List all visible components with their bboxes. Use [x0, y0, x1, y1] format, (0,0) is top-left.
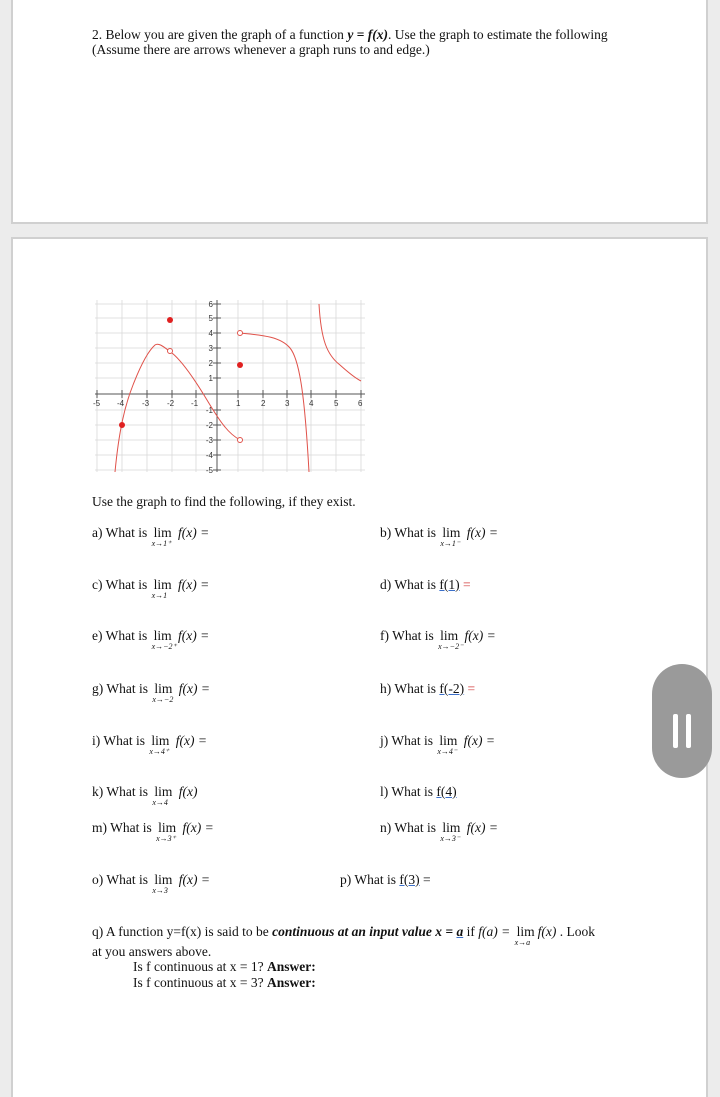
limit-notation [152, 872, 173, 895]
y-tick-label: 1 [208, 374, 213, 383]
answer-label: Answer: [266, 959, 316, 974]
y-tick-label: 2 [208, 359, 213, 368]
answer-label: Answer: [266, 975, 316, 990]
question-n [380, 820, 498, 843]
y-tick-label: -3 [205, 436, 213, 445]
y-tick-label: 3 [208, 344, 213, 353]
question-m-expr: f(x) = [182, 820, 214, 835]
x-tick-label: 1 [236, 399, 241, 408]
limit-subscript: x→3 [152, 886, 168, 895]
question-d [380, 577, 471, 592]
question-e [92, 628, 210, 651]
y-tick-label: -4 [205, 451, 213, 460]
question-o-label: o) What is [92, 872, 148, 887]
question-b-label: b) What is [380, 525, 436, 540]
x-tick-labels [93, 399, 363, 408]
limit-notation [152, 784, 173, 807]
question-g-expr: f(x) = [178, 681, 210, 696]
limit-notation [440, 820, 461, 843]
question-i-label: i) What is [92, 733, 145, 748]
limit-notation [156, 820, 177, 843]
question-j-label: j) What is [380, 733, 433, 748]
lim-word: lim [442, 820, 461, 835]
question-g-label: g) What is [92, 681, 148, 696]
limit-notation [151, 525, 172, 548]
intro-line-1-prefix: 2. Below you are given the graph of a function [92, 27, 348, 42]
x-tick-label: 2 [261, 399, 266, 408]
question-f-expr: f(x) = [464, 628, 496, 643]
question-l-label: l) What is [380, 784, 433, 799]
handle-grip-bar [673, 714, 678, 748]
lim-word: lim [440, 628, 459, 643]
lim-word: lim [153, 628, 172, 643]
y-tick-labels [206, 300, 214, 475]
x-tick-label: 5 [334, 399, 339, 408]
lim-word: lim [154, 872, 173, 887]
limit-notation [149, 733, 170, 756]
axes [95, 300, 365, 472]
question-m-label: m) What is [92, 820, 152, 835]
question-c-label: c) What is [92, 577, 148, 592]
limit-subscript: x→1⁻ [440, 539, 461, 548]
continuity-check-2 [133, 975, 316, 990]
question-h-label: h) What is [380, 681, 436, 696]
x-tick-label: -4 [117, 399, 125, 408]
question-h-value: f(-2) [439, 681, 465, 696]
question-b [380, 525, 498, 548]
grid [95, 300, 365, 472]
question-p-value: f(3) [399, 872, 420, 887]
y-tick-label: 5 [208, 314, 213, 323]
question-j [380, 733, 495, 756]
intro-line-2: (Assume there are arrows whenever a graph runs to and edge.) [92, 42, 430, 57]
continuity-check-1-text: Is f continuous at x = 1? [133, 959, 267, 974]
question-n-label: n) What is [380, 820, 436, 835]
question-k-label: k) What is [92, 784, 148, 799]
question-f [380, 628, 496, 651]
y-tick-label: 4 [208, 329, 213, 338]
intro-line-1-suffix: . Use the graph to estimate the following [387, 27, 608, 42]
limit-subscript: x→1⁺ [151, 539, 172, 548]
question-d-value: f(1) [439, 577, 460, 592]
x-tick-label: 6 [358, 399, 363, 408]
y-tick-label: -5 [205, 466, 213, 475]
limit-notation [151, 577, 172, 600]
filled-points [119, 317, 243, 428]
question-p [340, 872, 431, 887]
question-q-definition: continuous at an input value x = [272, 924, 457, 939]
limit-subscript: x→3⁺ [156, 834, 176, 843]
lim-word: lim [158, 820, 177, 835]
question-l [380, 784, 457, 799]
limit-subscript: x→4⁺ [149, 747, 170, 756]
question-i [92, 733, 207, 756]
question-g [92, 681, 210, 704]
limit-subscript: x→4 [152, 798, 168, 807]
y-tick-label: 6 [208, 300, 213, 309]
question-p-equals: = [423, 872, 431, 887]
filled-point [167, 317, 173, 323]
question-f-label: f) What is [380, 628, 434, 643]
question-q-fa: f(a) = [478, 924, 514, 939]
question-c [92, 577, 210, 600]
y-tick-label: -1 [205, 406, 213, 415]
filled-point [119, 422, 125, 428]
lim-word: lim [154, 784, 173, 799]
lim-word: lim [153, 577, 172, 592]
limit-notation [437, 733, 458, 756]
function-graph [93, 300, 365, 475]
question-m [92, 820, 214, 843]
continuity-check-1 [133, 959, 316, 974]
lim-word: lim [151, 733, 170, 748]
question-q-line-2: at you answers above. [92, 944, 212, 959]
question-a-label: a) What is [92, 525, 148, 540]
question-p-label: p) What is [340, 872, 396, 887]
x-tick-label: -3 [142, 399, 150, 408]
filled-point [237, 362, 243, 368]
question-k-expr: f(x) [178, 784, 198, 799]
limit-notation [438, 628, 464, 651]
question-q-suffix: . Look [556, 924, 595, 939]
question-q-mid: if [463, 924, 479, 939]
x-tick-label: 4 [309, 399, 314, 408]
limit-subscript: x→−2⁺ [151, 642, 177, 651]
question-o [92, 872, 210, 895]
question-q-prefix: q) A function y=f(x) is said to be [92, 924, 273, 939]
question-l-value: f(4) [436, 784, 457, 799]
x-tick-label: -5 [93, 399, 101, 408]
question-q-a-var: a [456, 924, 464, 939]
question-a-expr: f(x) = [178, 525, 210, 540]
handle-grip-bar [686, 714, 691, 748]
lim-word: lim [439, 733, 458, 748]
open-point [168, 349, 173, 354]
question-q-fx: f(x) [537, 924, 557, 939]
lim-word: lim [153, 525, 172, 540]
question-n-expr: f(x) = [466, 820, 498, 835]
question-q-line-1 [92, 924, 595, 947]
limit-subscript: x→a [514, 938, 531, 947]
continuity-check-2-text: Is f continuous at x = 3? [133, 975, 267, 990]
open-point [238, 438, 243, 443]
scroll-handle[interactable] [652, 664, 712, 778]
x-tick-label: -2 [167, 399, 175, 408]
question-c-expr: f(x) = [178, 577, 210, 592]
lim-word: lim [154, 681, 173, 696]
y-tick-label: -2 [205, 421, 213, 430]
instruction-text: Use the graph to find the following, if they exist. [92, 494, 356, 509]
limit-notation [152, 681, 174, 704]
function-notation: y = f(x) [347, 27, 388, 42]
lim-word: lim [442, 525, 461, 540]
question-h-equals: = [467, 681, 476, 696]
limit-notation [514, 924, 535, 947]
question-d-label: d) What is [380, 577, 436, 592]
x-tick-label: 3 [285, 399, 290, 408]
limit-subscript: x→3⁻ [440, 834, 461, 843]
question-a [92, 525, 210, 548]
question-j-expr: f(x) = [463, 733, 495, 748]
open-point [238, 331, 243, 336]
question-e-label: e) What is [92, 628, 148, 643]
intro-line-1 [92, 27, 608, 42]
x-tick-label: -1 [191, 399, 199, 408]
limit-notation [151, 628, 177, 651]
limit-subscript: x→−2⁻ [438, 642, 464, 651]
question-b-expr: f(x) = [466, 525, 498, 540]
limit-subscript: x→1 [151, 591, 168, 600]
limit-subscript: x→4⁻ [437, 747, 458, 756]
question-e-expr: f(x) = [178, 628, 210, 643]
question-k [92, 784, 198, 807]
question-d-equals: = [463, 577, 471, 592]
lim-word: lim [516, 924, 535, 939]
question-i-expr: f(x) = [175, 733, 207, 748]
question-h [380, 681, 475, 696]
limit-notation [440, 525, 461, 548]
question-o-expr: f(x) = [178, 872, 210, 887]
limit-subscript: x→−2 [152, 695, 174, 704]
